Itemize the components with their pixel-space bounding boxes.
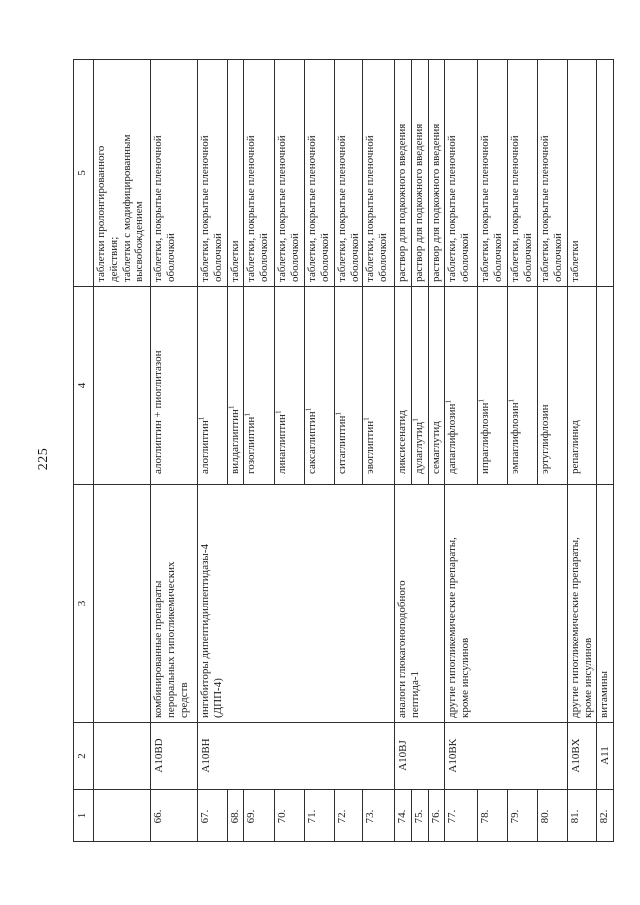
- footnote-marker: 1: [303, 407, 313, 412]
- drug-name-cell: [94, 287, 151, 485]
- row-number-cell: 67.: [198, 790, 228, 842]
- row-number-cell: 74.: [395, 790, 412, 842]
- dosage-form-cell: таблетки, покрытые пленочной оболочкой: [334, 60, 363, 287]
- drug-name-cell: гозоглиптин$^1$: [243, 287, 274, 485]
- footnote-marker: 1: [476, 398, 486, 403]
- atc-code-cell: A10BX: [568, 723, 597, 790]
- dosage-form-cell: раствор для подкожного введения: [429, 60, 445, 287]
- footnote-marker: 1: [196, 416, 206, 421]
- drug-name-cell: репаглинид: [568, 287, 597, 485]
- page-number: 225: [36, 447, 51, 471]
- row-number-cell: [94, 790, 151, 842]
- footnote-marker: 1: [443, 399, 453, 404]
- dosage-form-cell: таблетки, покрытые пленочной оболочкой: [478, 60, 508, 287]
- footnote-marker: 1: [506, 398, 516, 403]
- dosage-form-cell: раствор для подкожного введения: [395, 60, 412, 287]
- table-row-81: [568, 60, 597, 842]
- row-number-cell: 82.: [596, 790, 613, 842]
- dosage-form-cell: таблетки, покрытые пленочной оболочкой: [304, 60, 334, 287]
- column-header-4: 4: [74, 287, 94, 485]
- drug-group-cell: ингибиторы дипептидилпептидазы-4 (ДПП-4): [198, 485, 395, 723]
- row-number-cell: 79.: [508, 790, 538, 842]
- atc-code-cell: A10BD: [151, 723, 198, 790]
- table-row-66: [151, 60, 198, 842]
- dosage-form-cell: таблетки, покрытые пленочной оболочкой: [243, 60, 274, 287]
- dosage-form-cell: раствор для подкожного введения: [412, 60, 429, 287]
- table-row-74: [395, 60, 412, 842]
- drug-name-cell: саксаглиптин$^1$: [304, 287, 334, 485]
- row-number-cell: 80.: [538, 790, 568, 842]
- drug-registry-table: [73, 59, 614, 842]
- dosage-form-cell: таблетки, покрытые пленочной оболочкой: [538, 60, 568, 287]
- drug-group-cell: [94, 485, 151, 723]
- row-number-cell: 70.: [274, 790, 304, 842]
- drug-name-cell: эвоглиптин$^1$: [363, 287, 395, 485]
- table-row-67: [198, 60, 228, 842]
- drug-name-cell: ипраглифлозин$^1$: [478, 287, 508, 485]
- atc-code-cell: A10BH: [198, 723, 395, 790]
- drug-group-cell: другие гипогликемические препараты, кроме инсулинов: [445, 485, 568, 723]
- row-number-cell: 69.: [243, 790, 274, 842]
- footnote-marker: 1: [242, 412, 252, 417]
- footnote-marker: 1: [361, 417, 371, 421]
- row-number-cell: 66.: [151, 790, 198, 842]
- drug-name-cell: эртуглифлозин: [538, 287, 568, 485]
- dosage-form-cell: таблетки пролонгированного действия; таблетки с модифицированным высвобождением: [94, 60, 151, 287]
- dosage-form-cell: таблетки: [228, 60, 244, 287]
- dosage-form-cell: таблетки, покрытые пленочной оболочкой: [198, 60, 228, 287]
- drug-name-cell: эмпаглифлозин$^1$: [508, 287, 538, 485]
- dosage-form-cell: таблетки: [568, 60, 597, 287]
- drug-name-cell: дапаглифлозин$^1$: [445, 287, 478, 485]
- dosage-form-cell: таблетки, покрытые пленочной оболочкой: [363, 60, 395, 287]
- column-header-2: 2: [74, 723, 94, 790]
- drug-name-cell: алоглиптин$^1$: [198, 287, 228, 485]
- row-number-cell: 75.: [412, 790, 429, 842]
- dosage-form-cell: таблетки, покрытые пленочной оболочкой: [445, 60, 478, 287]
- drug-name-cell: ликсисенатид: [395, 287, 412, 485]
- row-number-cell: 73.: [363, 790, 395, 842]
- dosage-form-cell: таблетки, покрытые пленочной оболочкой: [508, 60, 538, 287]
- dosage-form-cell: таблетки, покрытые пленочной оболочкой: [151, 60, 198, 287]
- row-number-cell: 76.: [429, 790, 445, 842]
- column-header-3: 3: [74, 485, 94, 723]
- column-header-1: 1: [74, 790, 94, 842]
- drug-name-cell: вилдаглиптин$^1$: [228, 287, 244, 485]
- drug-name-cell: дулаглутид$^1$: [412, 287, 429, 485]
- table-row-77: [445, 60, 478, 842]
- drug-name-cell: линаглиптин$^1$: [274, 287, 304, 485]
- row-number-cell: 68.: [228, 790, 244, 842]
- footnote-marker: 1: [333, 411, 343, 416]
- atc-code-cell: [94, 723, 151, 790]
- table-row-continuation: [94, 60, 151, 842]
- drug-name-cell: ситаглиптин$^1$: [334, 287, 363, 485]
- drug-name-cell: алоглиптин + пиоглитазон: [151, 287, 198, 485]
- drug-name-cell: семаглутид: [429, 287, 445, 485]
- dosage-form-cell: таблетки, покрытые пленочной оболочкой: [274, 60, 304, 287]
- footnote-marker: 1: [273, 410, 283, 415]
- atc-code-cell: A11: [596, 723, 613, 790]
- footnote-marker: 1: [226, 405, 236, 410]
- atc-code-cell: A10BK: [445, 723, 568, 790]
- row-number-cell: 77.: [445, 790, 478, 842]
- drug-name-cell: [596, 287, 613, 485]
- drug-group-cell: витамины: [596, 485, 613, 723]
- dosage-form-cell: [596, 60, 613, 287]
- row-number-cell: 72.: [334, 790, 363, 842]
- footnote-marker: 1: [410, 418, 420, 422]
- row-number-cell: 78.: [478, 790, 508, 842]
- drug-group-cell: другие гипогликемические препараты, кроме инсулинов: [568, 485, 597, 723]
- atc-code-cell: A10BJ: [395, 723, 445, 790]
- row-number-cell: 81.: [568, 790, 597, 842]
- column-header-5: 5: [74, 60, 94, 287]
- table-header-row: [74, 60, 94, 842]
- row-number-cell: 71.: [304, 790, 334, 842]
- drug-group-cell: аналоги глюкагоноподобного пептида-1: [395, 485, 445, 723]
- table-row-82: [596, 60, 613, 842]
- drug-group-cell: комбинированные препараты пероральных гипогликемических средств: [151, 485, 198, 723]
